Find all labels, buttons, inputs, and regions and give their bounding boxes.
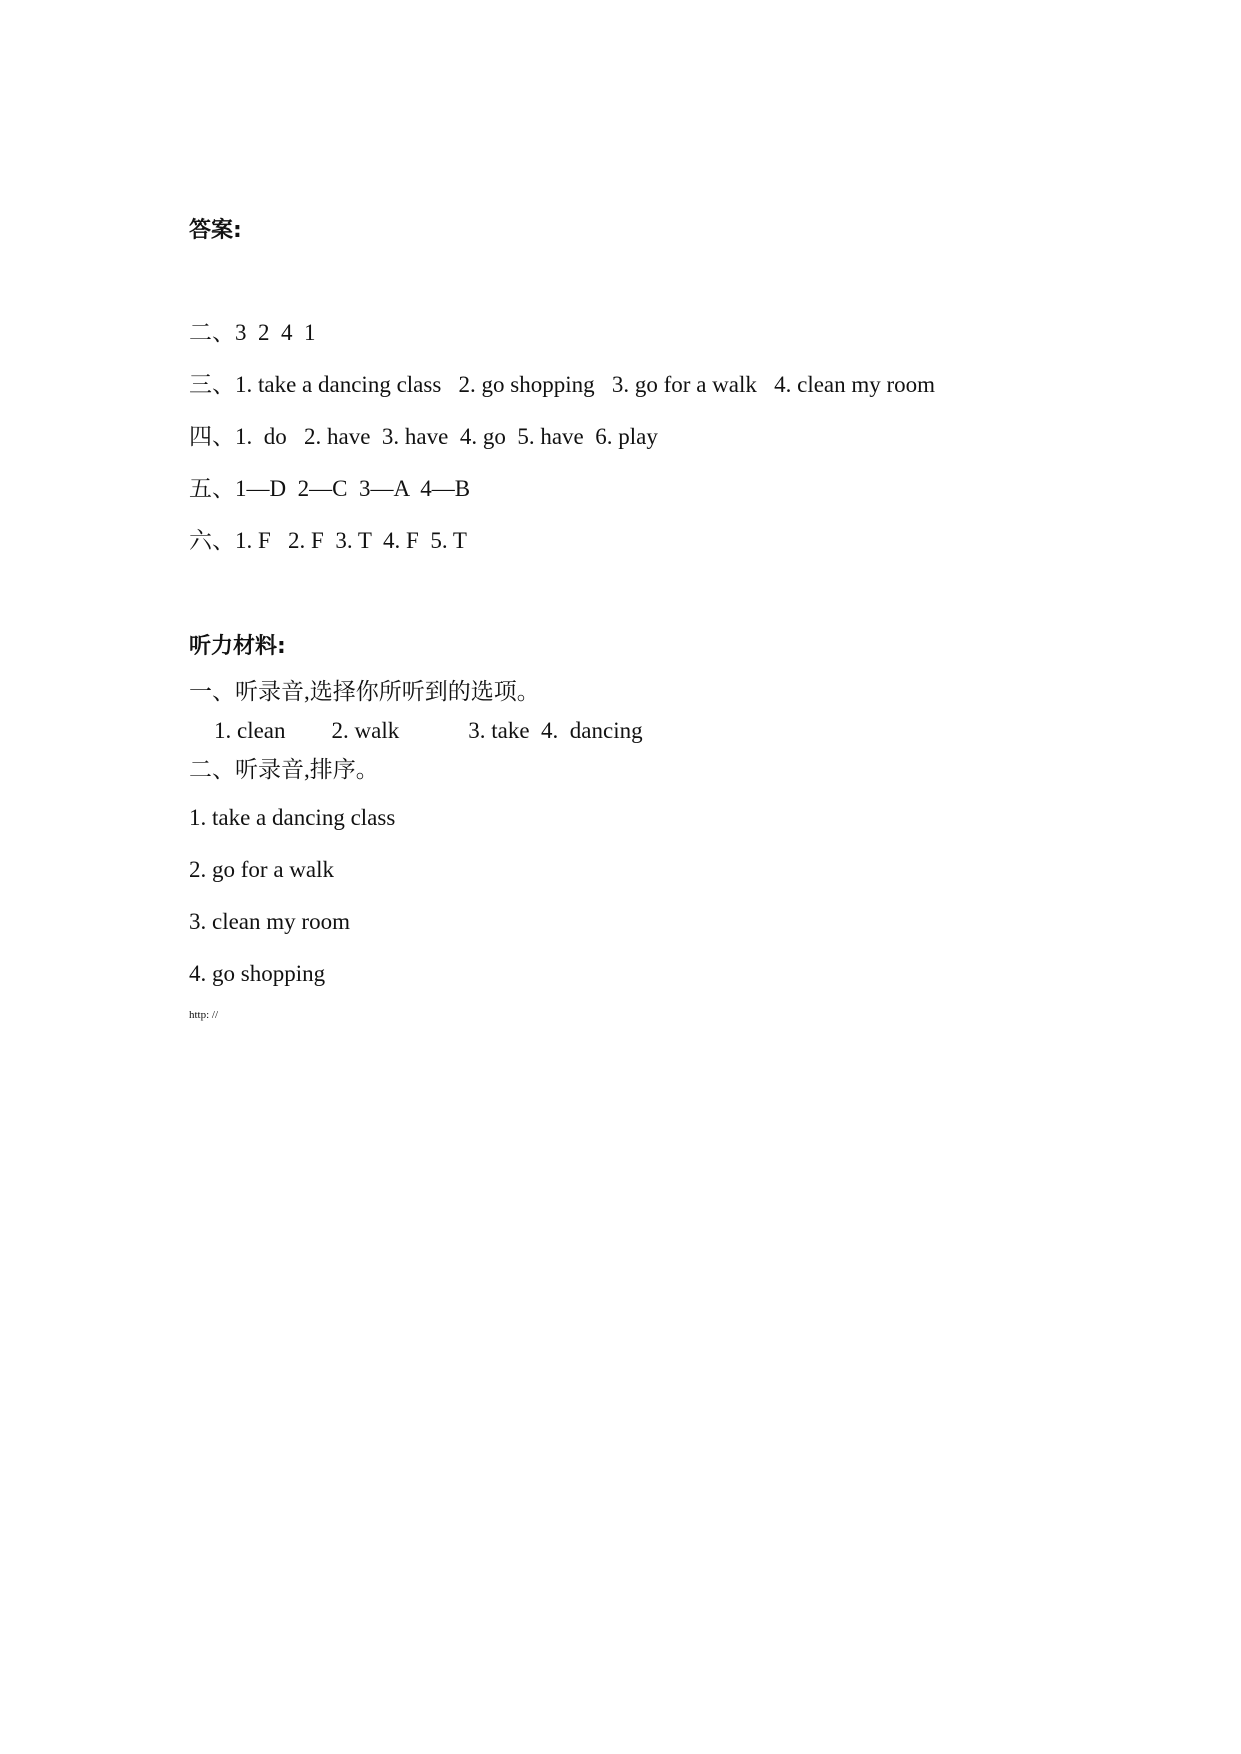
answer-line-6: 六、1. F 2. F 3. T 4. F 5. T bbox=[189, 528, 467, 553]
listening-item-4: 4. go shopping bbox=[189, 961, 326, 986]
listening-part1-instruction: 一、听录音,选择你所听到的选项。 bbox=[189, 679, 540, 704]
answer-line-4: 四、1. do 2. have 3. have 4. go 5. have 6. play bbox=[189, 424, 658, 449]
answer-line-2: 二、3 2 4 1 bbox=[189, 320, 316, 345]
answer-line-3: 三、1. take a dancing class 2. go shopping 3. go for a walk 4. clean my room bbox=[189, 372, 936, 397]
listening-part2-instruction: 二、听录音,排序。 bbox=[189, 757, 379, 782]
answer-line-5: 五、1—D 2—C 3—A 4—B bbox=[189, 476, 471, 501]
listening-heading: 听力材料: bbox=[189, 634, 286, 659]
footer-url-text: http: // bbox=[189, 1009, 219, 1021]
listening-item-1: 1. take a dancing class bbox=[189, 805, 396, 830]
listening-item-2: 2. go for a walk bbox=[189, 857, 334, 882]
listening-item-3: 3. clean my room bbox=[189, 909, 350, 934]
answers-heading: 答案: bbox=[189, 218, 242, 243]
listening-part1-options: 1. clean 2. walk 3. take 4. dancing bbox=[214, 718, 643, 743]
